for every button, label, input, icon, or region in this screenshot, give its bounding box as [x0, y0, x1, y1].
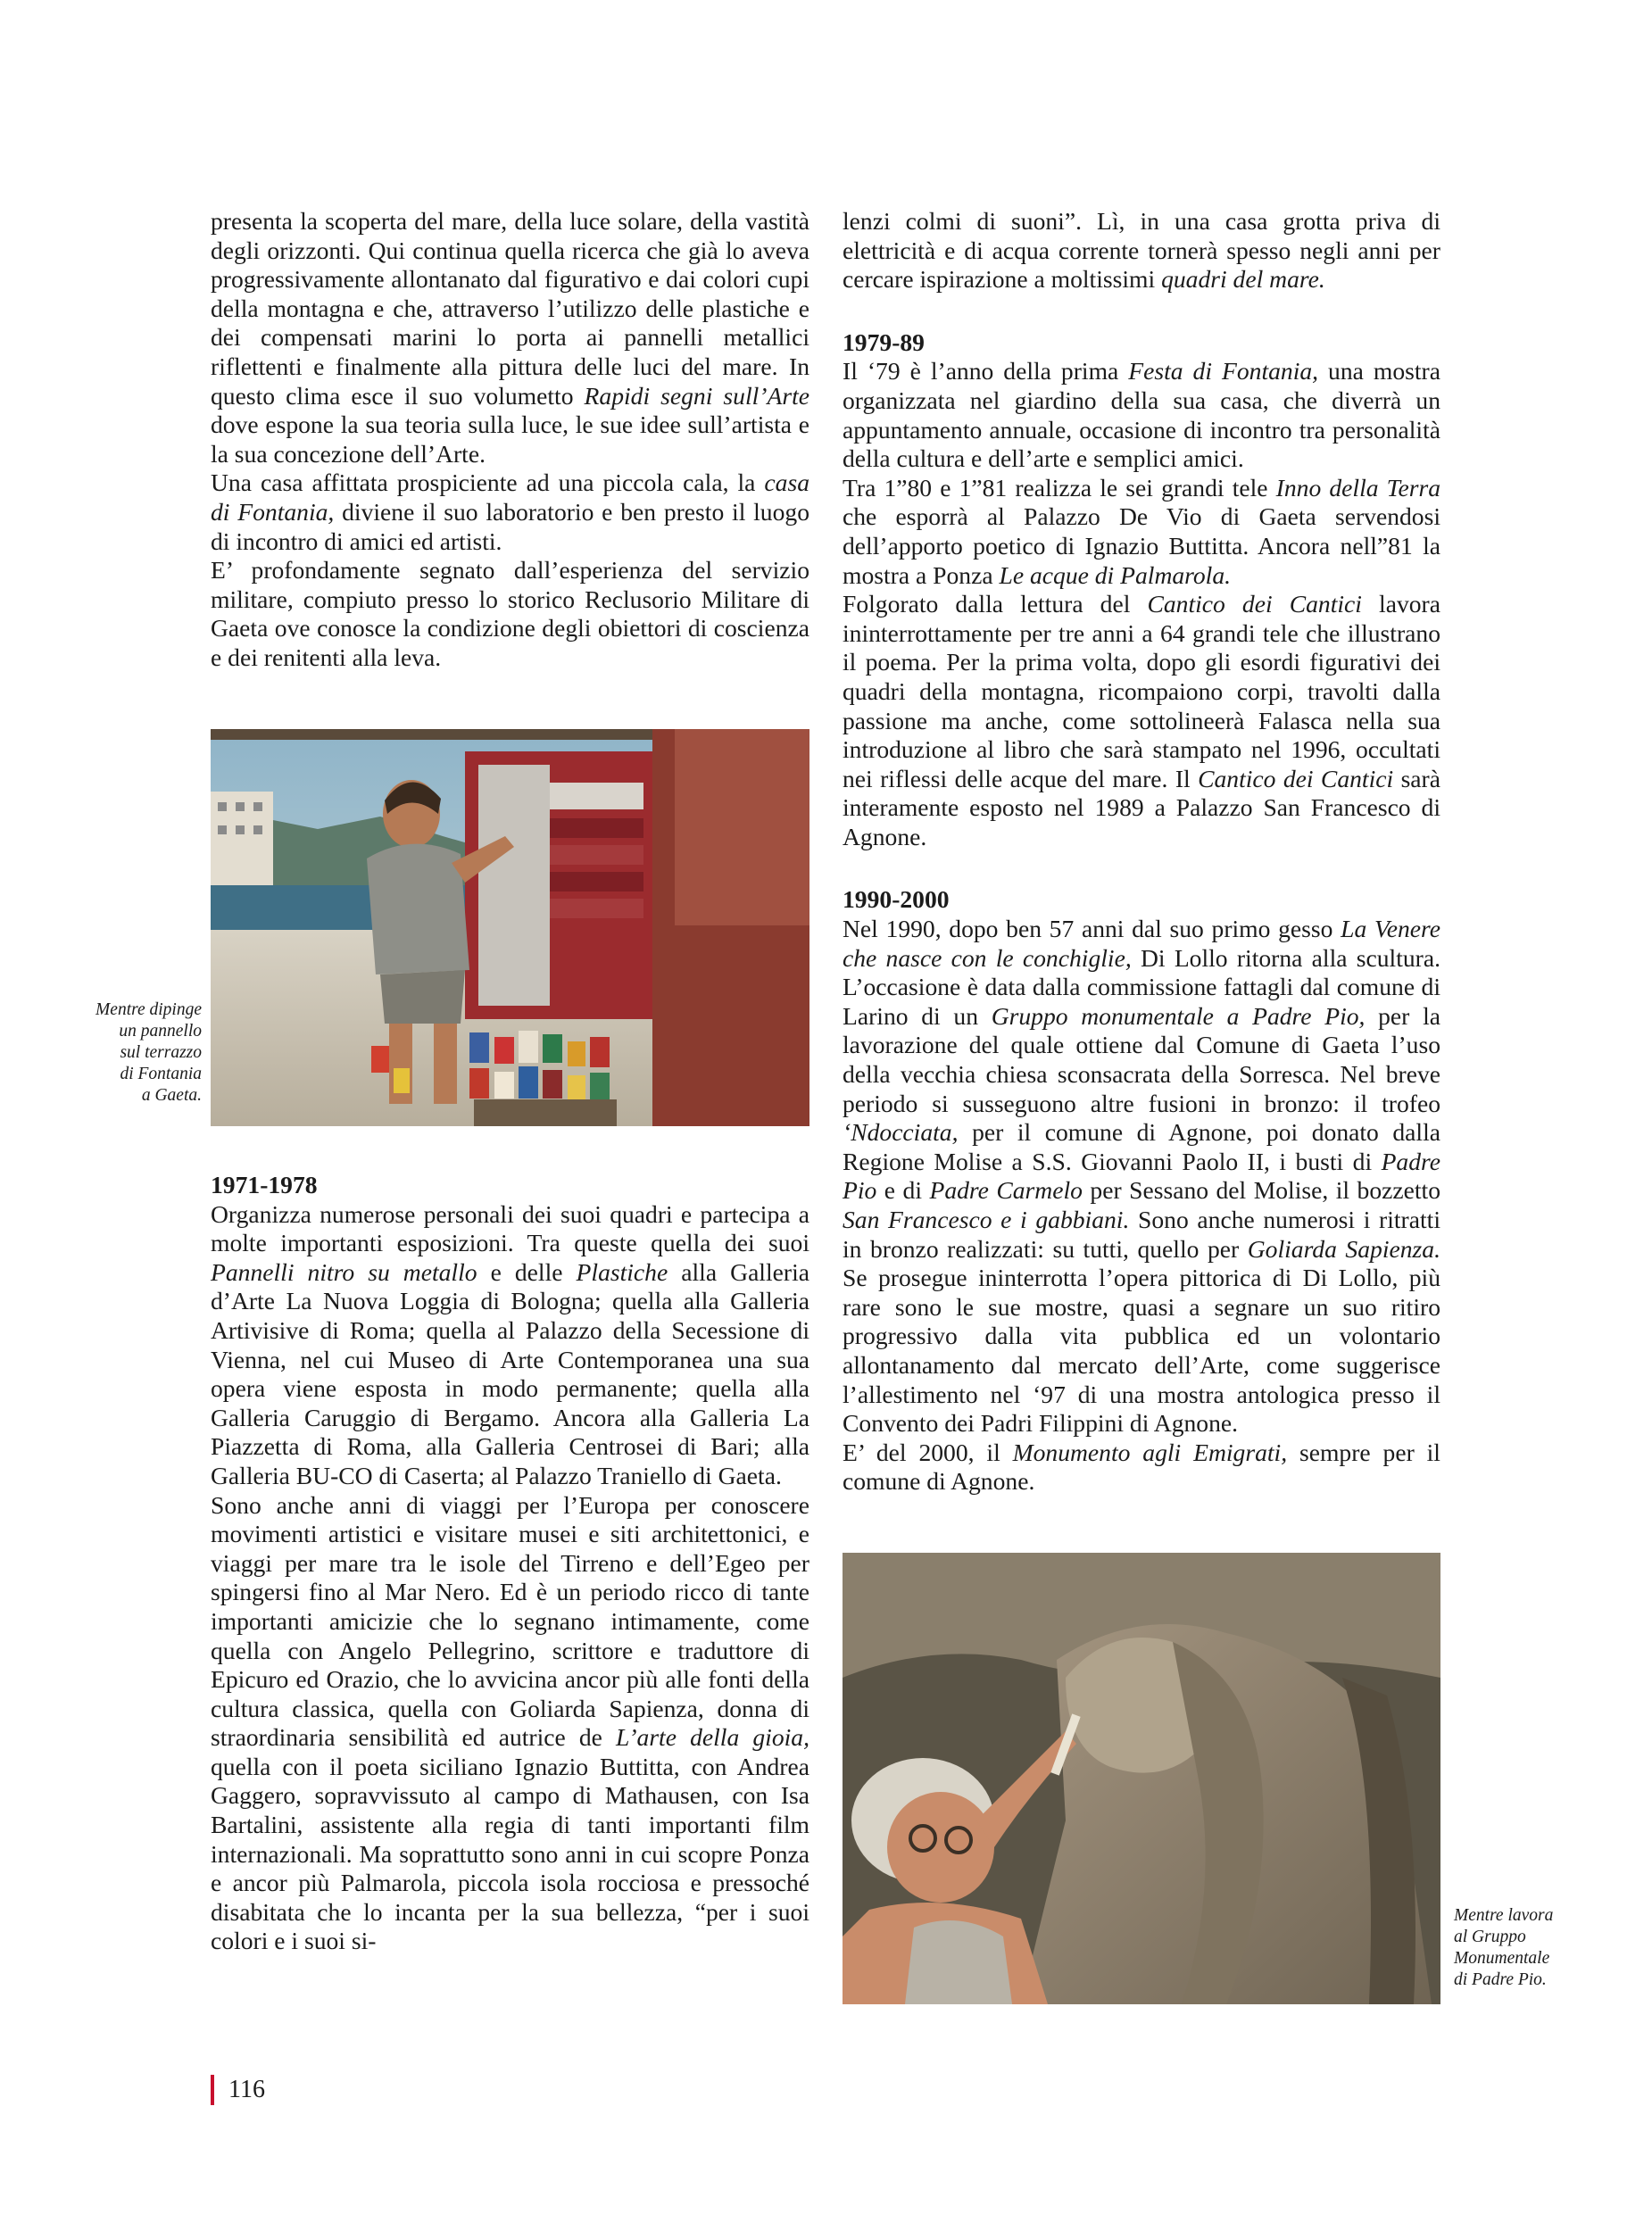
italic-run: quadri del mare.: [1161, 265, 1325, 294]
caption-left: [54, 999, 202, 1107]
text-run: diviene il suo laboratorio e ben presto il luogo di incontro di amici ed artisti.: [211, 497, 809, 555]
text-run: Nel 1990, dopo ben 57 anni dal suo primo gesso: [843, 915, 1341, 943]
page-number: 116: [211, 2075, 265, 2105]
text-run: Di Lollo ritorna alla scultura. L’occasione è data dalla commissione fattagli dal comune di Larino di un: [843, 943, 1440, 1030]
text-run: lenzi colmi di suoni”. Lì, in una casa grotta priva di elettricità e di acqua corrente tornerà spesso negli anni per cercare ispirazione a moltissimi: [843, 207, 1440, 294]
italic-run: Pannelli nitro su metallo: [211, 1257, 477, 1286]
italic-run: L’arte della gioia,: [616, 1723, 809, 1752]
text-run: Il ‘79 è l’anno della prima: [843, 357, 1129, 386]
italic-run: Le acque di Palmarola.: [999, 560, 1232, 589]
body-paragraph: [843, 915, 1440, 1439]
text-run: per il comune di Agnone, poi donato dalla Regione Molise a S.S. Giovanni Paolo II, i busti di: [843, 1118, 1440, 1175]
text-run: Tra 1”80 e 1”81 realizza le sei grandi tele: [843, 473, 1276, 502]
text-run: sarà interamente esposto nel 1989 a Palazzo San Francesco di Agnone.: [843, 764, 1440, 850]
section-heading: 1971-1978: [211, 1171, 318, 1198]
italic-run: casa di Fontania,: [211, 469, 809, 526]
body-paragraph: [211, 1200, 809, 1491]
text-run: per Sessano del Molise, il bozzetto: [1082, 1176, 1440, 1205]
section-heading: 1990-2000: [843, 885, 950, 914]
italic-run: San Francesco e i gabbiani.: [843, 1206, 1130, 1233]
text-run: Organizza numerose personali dei suoi quadri e partecipa a molte importanti esposizioni. Tra queste quella dei suoi: [211, 1199, 809, 1257]
italic-run: Padre Pio: [843, 1147, 1440, 1205]
caption-line: di Padre Pio.: [1454, 1970, 1547, 1989]
italic-run: La Venere che nasce con le conchiglie,: [843, 915, 1440, 972]
text-run: per la lavorazione del quale ottiene dal Comune di Gaeta l’uso della vecchia chiesa sconsacrata della Sorresca. Nel breve periodo si susseguono altre fusioni in bronzo: il trofeo: [843, 1001, 1440, 1117]
caption-line: Mentre dipinge: [95, 1000, 202, 1019]
text-run: Una casa affittata prospiciente ad una piccola cala, la: [211, 469, 765, 497]
photo-painting-terrace: [211, 729, 809, 1126]
text-run: Folgorato dalla lettura del: [843, 590, 1148, 618]
right-text-column: [843, 207, 1440, 1497]
caption-line: sul terrazzo: [120, 1043, 202, 1062]
italic-run: Rapidi segni sull’Arte: [584, 381, 809, 410]
italic-run: Goliarda Sapienza.: [1247, 1234, 1440, 1263]
italic-run: Padre Carmelo: [929, 1176, 1083, 1205]
body-paragraph: [211, 1491, 809, 1957]
text-run: Sono anche numerosi i ritratti in bronzo realizzati: su tutti, quello per: [843, 1206, 1440, 1263]
caption-line: al Gruppo: [1454, 1928, 1526, 1946]
italic-run: Monumento agli Emigrati,: [1012, 1438, 1288, 1466]
text-run: Sono anche anni di viaggi per l’Europa per conoscere movimenti artistici e visitare musei e siti architettonici, e viaggi per mare tra le isole del Tirreno e dell’Egeo per spingersi fino al Mar Nero. Ed è un periodo ricco di tante importanti amicizie che lo segnano intimamente, come quella con Angelo Pellegrino, scrittore e traduttore di Epicuro ed Orazio, che lo avvicina ancor più alle fonti della cultura classica, quella con Goliarda Sapienza, donna di straordinaria sensibilità ed autrice de: [211, 1490, 809, 1752]
text-run: E’ del 2000, il: [843, 1438, 1013, 1466]
text-run: Se prosegue ininterrotta l’opera pittorica di Di Lollo, più rare sono le sue mostre, quasi a segnare un suo ritiro progressivo dalla vita pubblica ed un volontario allontanamento dal mercato dell’Arte, come suggerisce l’allestimento nel ‘97 di una mostra antologica presso il Convento dei Padri Filippini di Agnone.: [843, 1264, 1440, 1438]
left-text-column-lower: [211, 1171, 809, 1956]
text-run: e di: [876, 1176, 930, 1205]
caption-line: Monumentale: [1454, 1949, 1550, 1968]
text-run: presenta la scoperta del mare, della luce solare, della vastità degli orizzonti. Qui continua quella ricerca che già lo aveva progressivamente allontanato dal figurativo e dai colori cupi della montagna e che, attraverso l’utilizzo delle plastiche e dei compensati marini lo porta ai pannelli metallici riflettenti e finalmente alla pittura delle luci del mare. In questo clima esce il suo volumetto: [211, 207, 809, 410]
caption-right: [1454, 1905, 1597, 1991]
italic-run: Inno della Terra: [1275, 473, 1441, 502]
section-heading: 1979-89: [843, 328, 925, 356]
caption-line: un pannello: [119, 1022, 202, 1041]
body-paragraph: [211, 469, 809, 556]
caption-line: Mentre lavora: [1454, 1906, 1554, 1925]
body-paragraph: [211, 207, 809, 469]
body-paragraph: [843, 207, 1440, 294]
italic-run: Festa di Fontania,: [1128, 357, 1319, 386]
italic-run: Cantico dei Cantici: [1198, 764, 1394, 792]
body-paragraph: [211, 556, 809, 672]
text-run: che esporrà al Palazzo De Vio di Gaeta servendosi dell’apporto poetico di Ignazio Buttitta. Ancora nell”81 la mostra a Ponza: [843, 502, 1440, 589]
text-run: e delle: [477, 1257, 577, 1286]
text-run: alla Galleria d’Arte La Nuova Loggia di Bologna; quella alla Galleria Artivisive di Roma; quella al Palazzo della Secessione di Vienna, nel cui Museo di Arte Contemporanea una sua opera viene esposta in modo permanente; quella alla Galleria Caruggio di Bergamo. Ancora alla Galleria La Piazzetta di Roma, alla Galleria Centrosei di Bari; alla Galleria BU-CO di Caserta; al Palazzo Traniello di Gaeta.: [211, 1257, 809, 1489]
body-paragraph: [843, 590, 1440, 851]
body-paragraph: [843, 357, 1440, 473]
italic-run: Plastiche: [576, 1257, 668, 1286]
text-run: E’ profondamente segnato dall’esperienza del servizio militare, compiuto presso lo storico Reclusorio Militare di Gaeta ove conosce la condizione degli obiettori di coscienza e dei renitenti alla leva.: [211, 556, 809, 671]
italic-run: ‘Ndocciata,: [843, 1118, 959, 1147]
body-paragraph: [843, 1439, 1440, 1497]
text-run: dove espone la sua teoria sulla luce, le sue idee sull’artista e la sua concezione dell’Arte.: [211, 410, 809, 468]
left-text-column: [211, 207, 809, 673]
italic-run: Gruppo monumentale a Padre Pio,: [991, 1001, 1366, 1030]
text-run: sempre per il comune di Agnone.: [843, 1438, 1440, 1496]
text-run: quella con il poeta siciliano Ignazio Buttitta, con Andrea Gaggero, sopravvissuto al campo di Mathausen, con Isa Bartalini, assistente alla regia di tanti importanti film internazionali. Ma soprattutto sono anni in cui scopre Ponza e ancor più Palmarola, piccola isola rocciosa e pressoché disabitata che lo incanta per la sua bellezza, “per i suoi colori e i suoi si-: [211, 1752, 809, 1955]
text-run: una mostra organizzata nel giardino della sua casa, che diverrà un appuntamento annuale, occasione di incontro tra personalità della cultura e dell’arte e semplici amici.: [843, 357, 1440, 473]
caption-line: di Fontania: [120, 1065, 202, 1083]
caption-line: a Gaeta.: [141, 1086, 202, 1105]
text-run: lavora ininterrottamente per tre anni a 64 grandi tele che illustrano il poema. Per la prima volta, dopo gli esordi figurativi dei quadri della montagna, ricompaiono corpi, travolti dalla passione ma anche, come sottolineerà Falasca nella sua introduzione al libro che sarà stampato nel 1996, occultati nei riflessi delle acque del mare. Il: [843, 590, 1440, 792]
photo-sculpting-padre-pio: [843, 1553, 1440, 2004]
italic-run: Cantico dei Cantici: [1147, 590, 1362, 618]
body-paragraph: [843, 474, 1440, 590]
